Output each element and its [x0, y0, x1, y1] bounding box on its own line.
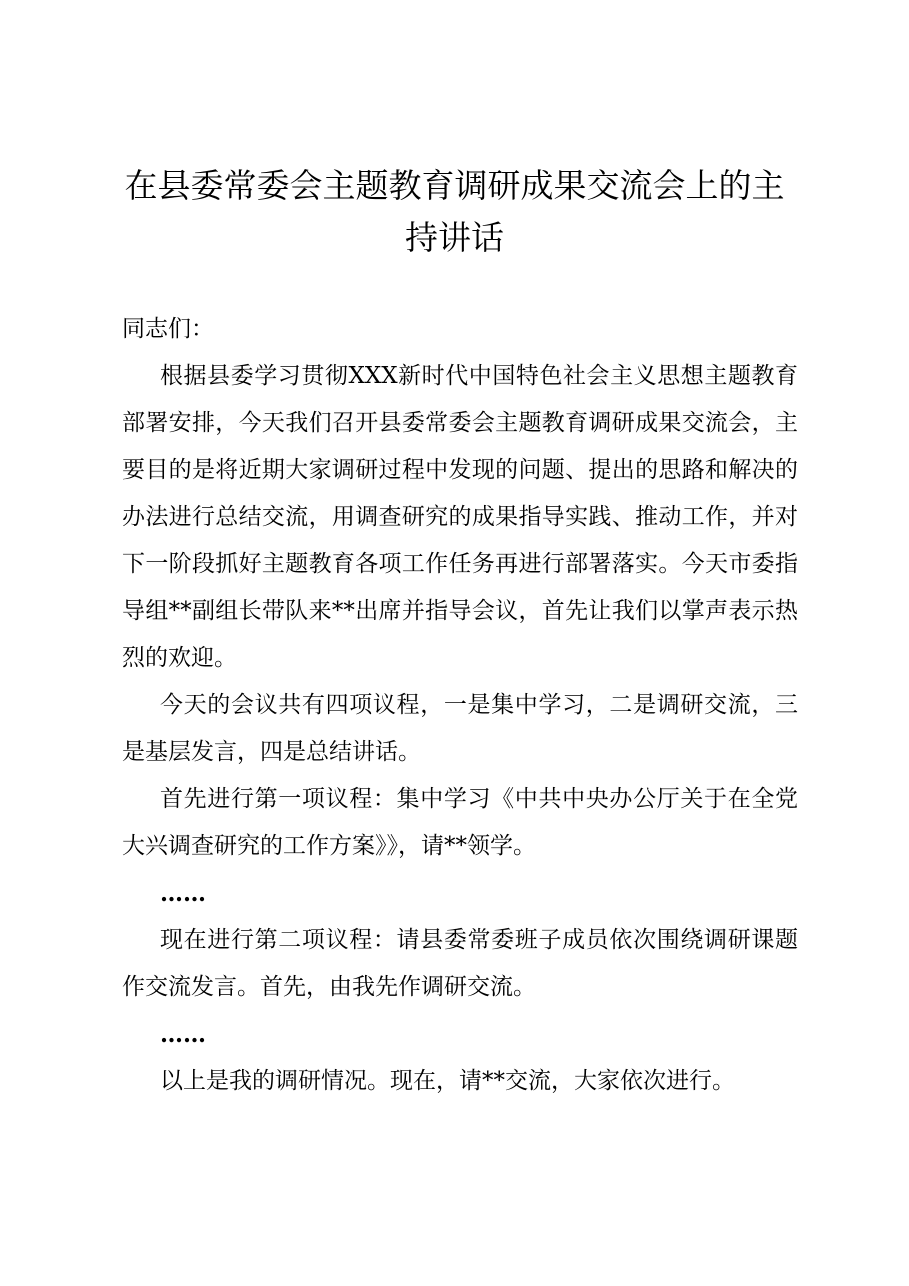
- ellipsis-one: ……: [160, 880, 206, 907]
- paragraph-item-two: 现在进行第二项议程：请县委常委班子成员依次围绕调研课题作交流发言。首先，由我先作调研交流。: [122, 927, 798, 1000]
- paragraph-agenda: 今天的会议共有四项议程，一是集中学习，二是调研交流，三是基层发言，四是总结讲话。: [122, 692, 798, 765]
- ellipsis-two: ……: [160, 1021, 206, 1048]
- document-body: [122, 306, 798, 1105]
- paragraph-intro: 根据县委学习贯彻XXX新时代中国特色社会主义思想主题教育部署安排，今天我们召开县委常委会主题教育调研成果交流会，主要目的是将近期大家调研过程中发现的问题、提出的思路和解决的办法进行总结交流，用调查研究的成果指导实践、推动工作，并对下一阶段抓好主题教育各项工作任务再进行部署落实。今天市委指导组**副组长带队来**出席并指导会议，首先让我们以掌声表示热烈的欢迎。: [122, 363, 798, 671]
- paragraph-item-one: 首先进行第一项议程：集中学习《中共中央办公厅关于在全党大兴调查研究的工作方案》》，请**领学。: [122, 786, 798, 859]
- paragraph-closing: 以上是我的调研情况。现在，请**交流，大家依次进行。: [160, 1068, 735, 1094]
- salutation: 同志们：: [122, 316, 214, 342]
- document-title: 在县委常委会主题教育调研成果交流会上的主持讲话: [124, 166, 785, 257]
